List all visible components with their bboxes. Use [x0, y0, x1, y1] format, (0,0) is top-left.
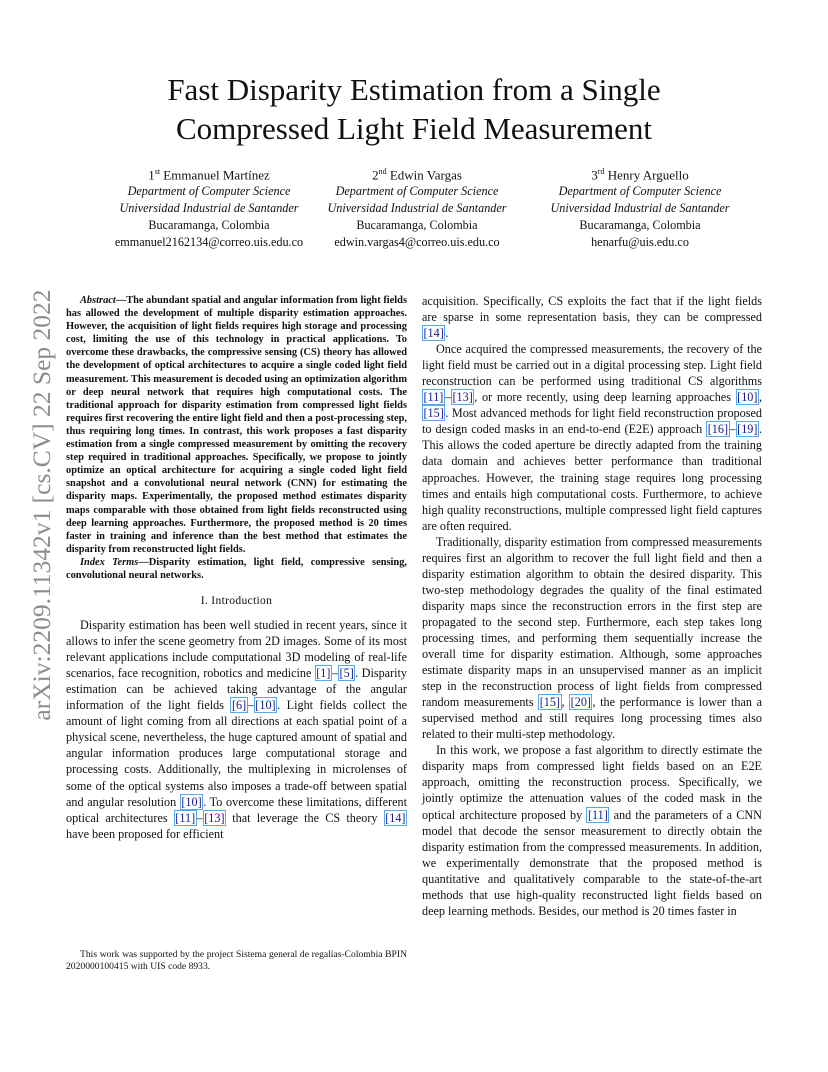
citation-link[interactable]: [14]	[423, 326, 444, 341]
text-run: Once acquired the compressed measurements, the recovery of the light field must be carried out in a digital processing step. Light field reconstruction can be performed using traditional CS algorithms	[422, 342, 762, 389]
author-name: 1st Emmanuel Martínez	[148, 167, 270, 183]
footnote: This work was supported by the project Sistema general de regalías-Colombia BPIN 2020000100415 with UIS code 8933.	[66, 949, 407, 972]
citation-link[interactable]: [11]	[587, 807, 608, 822]
left-column	[66, 294, 407, 842]
citation-link[interactable]: [14]	[385, 810, 406, 825]
citation-link[interactable]: [15]	[423, 406, 444, 421]
text-run: Disparity estimation has been well studied in recent years, since it allows to infer the scene geometry from 2D images. Some of its most relevant applications include computational 3D modeling of real-life scenarios, face recognition, robotics and medicine	[66, 618, 407, 681]
author-block-3	[527, 163, 753, 251]
text-run: ,	[561, 695, 570, 710]
author-block-1	[96, 163, 322, 251]
text-run: –	[196, 810, 203, 825]
text-run: acquisition. Specifically, CS exploits the fact that if the light fields are sparse in some representation basis, they can be compressed	[422, 294, 762, 325]
citation-link[interactable]: [1]	[316, 666, 331, 681]
text-run: have been proposed for efficient	[66, 826, 224, 841]
author-department: Department of Computer Science	[335, 184, 499, 199]
index-terms	[66, 556, 407, 582]
intro-paragraph-1	[66, 617, 407, 842]
citation-link[interactable]: [20]	[570, 695, 591, 710]
author-city: Bucaramanga, Colombia	[148, 218, 270, 233]
citation-link[interactable]: [13]	[204, 810, 225, 825]
index-terms-label: Index Terms	[80, 556, 139, 568]
citation-link[interactable]: [10]	[255, 698, 276, 713]
author-university: Universidad Industrial de Santander	[119, 201, 299, 216]
author-university: Universidad Industrial de Santander	[550, 201, 730, 216]
abstract-text: —The abundant spatial and angular information from light fields has allowed the development of multiple disparity estimation approaches. However, the acquisition of light fields requires high storage and processing cost, limiting the use of this technology in practical applications. To overcome these drawbacks, the compressive sensing (CS) theory has allowed the development of optical architectures to acquire a single coded light field measurement. This measurement is decoded using an optimization algorithm or deep neural network that requires high computational costs. The traditional approach for disparity estimation from compressed light fields requires first recovering the entire light field and then a post-processing step, thus requiring long times. In contrast, this work proposes a fast disparity estimation from a single compressed measurement by omitting the recovery step required in traditional approaches. Specifically, we propose to jointly optimize an optical architecture for acquiring a single coded light field snapshot and a convolutional neural network (CNN) for estimating the disparity maps. Experimentally, the proposed method estimates disparity maps comparable with those obtained from light fields reconstructed using deep learning approaches. Furthermore, the proposed method is 20 times faster in training and inference than the best method that estimates the disparity from reconstructed light fields.	[66, 295, 407, 555]
intro-paragraph-3	[422, 341, 762, 534]
author-name: 2nd Edwin Vargas	[372, 167, 462, 183]
text-run: . Most advanced methods for light field reconstruction proposed to design coded masks in an end-to-end (E2E) approach	[422, 406, 762, 437]
author-city: Bucaramanga, Colombia	[356, 218, 478, 233]
citation-link[interactable]: [6]	[231, 698, 247, 713]
text-run: ,	[758, 390, 762, 405]
text-run: .	[445, 326, 449, 341]
text-run: –	[729, 422, 736, 437]
text-run: –	[247, 698, 254, 713]
author-department: Department of Computer Science	[127, 184, 291, 199]
right-column	[422, 293, 762, 919]
paper-title	[40, 70, 788, 148]
text-run: . Disparity estimation can be achieved taking advantage of the angular information of the light fields	[66, 666, 407, 713]
text-run: that leverage the CS theory	[226, 810, 384, 825]
text-run: . Light fields collect the amount of light coming from all directions at each spatial point of a physical scene, nevertheless, the huge captured amount of spatial and angular information produces large computational storage and processing costs. Additionally, the multiplexing in microlenses of some of the optical systems also imposes a trade-off between spatial and angular resolution	[66, 698, 407, 809]
title-line-1: Fast Disparity Estimation from a Single	[167, 72, 661, 107]
citation-link[interactable]: [13]	[452, 390, 473, 405]
author-city: Bucaramanga, Colombia	[579, 218, 701, 233]
section-heading: I. Introduction	[200, 594, 273, 608]
citation-link[interactable]: [15]	[539, 695, 560, 710]
citation-link[interactable]: [16]	[707, 422, 729, 437]
intro-paragraph-4	[422, 534, 762, 743]
abstract-label: Abstract	[80, 295, 116, 306]
author-department: Department of Computer Science	[558, 184, 722, 199]
text-run: . To overcome these limitations, different optical architectures	[66, 794, 407, 825]
author-name: 3rd Henry Arguello	[591, 167, 689, 183]
index-terms-text: —Disparity estimation, light field, compressive sensing, convolutional neural networks.	[66, 556, 407, 581]
text-run: , or more recently, using deep learning approaches	[474, 390, 736, 405]
citation-link[interactable]: [5]	[339, 666, 354, 681]
abstract	[66, 294, 407, 556]
text-run: , the performance is lower than a supervised method and still requires long processing times also related to their multi-step methodology.	[422, 695, 762, 742]
author-email: henarfu@uis.edu.co	[591, 235, 689, 250]
text-run: –	[444, 390, 451, 405]
text-run: . This allows the coded aperture be directly adapted from the training data domain and achieves better performance than traditional approaches. However, the training stage requires long processing times and entails high computational costs. Furthermore, to achieve high quality reconstructions, multiple compressed light field captures are often required.	[422, 422, 762, 533]
text-run: Traditionally, disparity estimation from compressed measurements requires first an algorithm to recover the full light field and then a disparity estimation algorithm to obtain the desired disparity. This two-step methodology degrades the quality of the final estimated disparity maps since the reconstruction errors in the first step are propagated to the second step. Furthermore, each step takes long processing times, and performing them sequentially increase the overall time for disparity estimation. Although, some approaches estimate disparity maps in an unsupervised manner as an implicit step in the reconstruction process of light fields from compressed random measurements	[422, 534, 762, 710]
author-email: emmanuel2162134@correo.uis.edu.co	[114, 235, 304, 250]
arxiv-identifier: arXiv:2209.11342v1 [cs.CV] 22 Sep 2022	[27, 289, 56, 721]
intro-paragraph-5	[422, 742, 762, 919]
author-block-2	[304, 163, 530, 251]
citation-link[interactable]: [11]	[175, 810, 196, 825]
author-email: edwin.vargas4@correo.uis.edu.co	[334, 235, 500, 250]
citation-link[interactable]: [11]	[423, 390, 444, 405]
author-university: Universidad Industrial de Santander	[327, 201, 507, 216]
text-run: and the parameters of a CNN model that decode the sensor measurement to directly obtain the disparity estimation from the compressed measurements. In addition, we experimentally demonstrate that the proposed method is quantitative and qualitatively comparable to the state-of-the-art methods that use high-quality reconstructed light fields based on deep learning methods. Besides, our method is 20 times faster in	[422, 807, 762, 918]
text-run: In this work, we propose a fast algorithm to directly estimate the disparity maps from compressed light fields based on an E2E approach, omitting the reconstruction process. Specifically, we jointly optimize the attenuation values of the coded mask in the optical architecture proposed by	[422, 743, 762, 822]
intro-paragraph-2	[422, 293, 762, 341]
citation-link[interactable]: [10]	[181, 794, 202, 809]
citation-link[interactable]: [10]	[737, 390, 758, 405]
title-line-2: Compressed Light Field Measurement	[175, 111, 653, 146]
citation-link[interactable]: [19]	[737, 422, 758, 437]
text-run: –	[331, 666, 339, 681]
